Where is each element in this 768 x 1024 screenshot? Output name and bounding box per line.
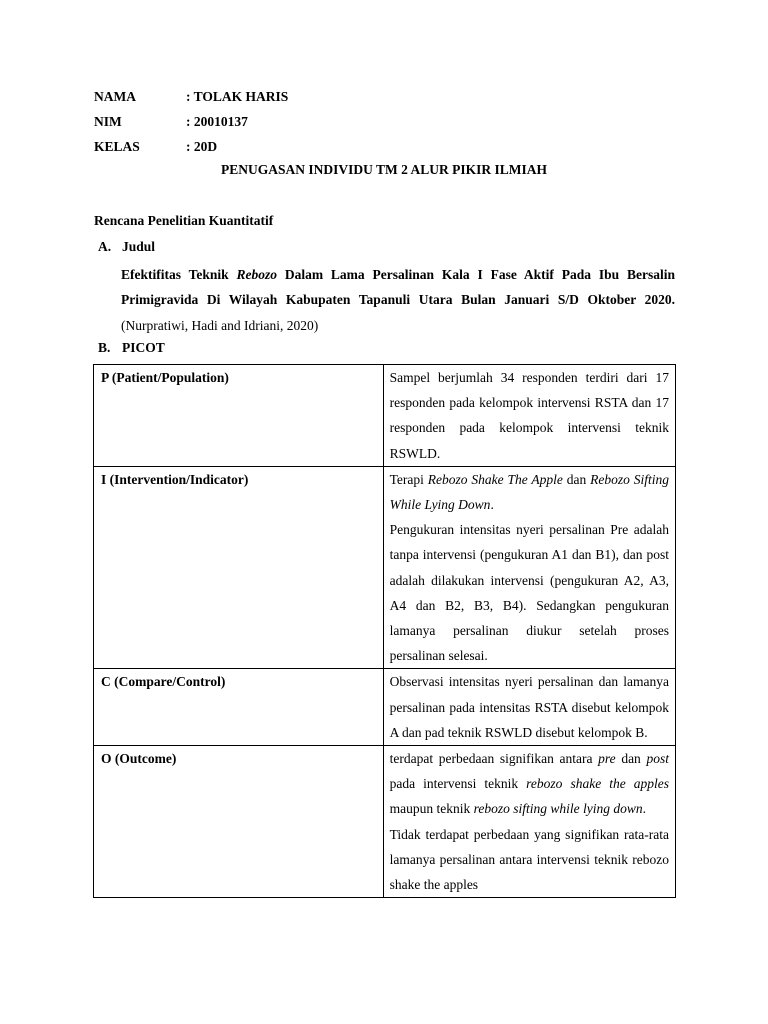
picot-o-text-c: dan (615, 751, 647, 767)
section-a-heading (98, 238, 155, 256)
nim-value: : 20010137 (186, 114, 248, 129)
kelas-label: KELAS (94, 139, 140, 154)
section-b-title: PICOT (122, 340, 165, 355)
picot-c-text: Observasi intensitas nyeri persalinan dan lamanya persalinan pada intensitas RSTA disebut kelompok A dan pad teknik RSWLD disebut kelompok B. (383, 669, 675, 746)
picot-row-p (94, 365, 676, 467)
picot-o-text-d: post (646, 751, 669, 767)
student-name-row (94, 88, 288, 106)
kelas-value: : 20D (186, 139, 218, 154)
research-title-paragraph (121, 262, 675, 338)
picot-table (93, 364, 676, 898)
picot-i-label: I (Intervention/Indicator) (94, 466, 384, 669)
picot-i-text-c: dan (562, 471, 591, 487)
picot-c-label: C (Compare/Control) (94, 669, 384, 746)
picot-i-cell (383, 466, 675, 669)
picot-i-text-e: . (490, 497, 494, 513)
research-title-part2: Dalam Lama Persalinan Kala I Fase Aktif Pada Ibu Bersalin Primigravida Di Wilayah Kabupaten Tapanuli Utara Bulan Januari S/D Oktober 2020. (121, 267, 675, 308)
section-a-title: Judul (122, 239, 156, 254)
plan-heading: Rencana Penelitian Kuantitatif (94, 213, 274, 228)
picot-o-text-g: maupun teknik (389, 801, 474, 817)
picot-i-text-b: Rebozo Shake The Apple (427, 471, 563, 487)
picot-o-text-h: rebozo sifting while lying down (473, 801, 643, 817)
name-value: : TOLAK HARIS (186, 89, 289, 104)
picot-p-text: Sampel berjumlah 34 responden terdiri dari 17 responden pada kelompok intervensi RSTA dan 17 responden pada kelompok intervensi teknik RSWLD. (383, 365, 675, 467)
picot-i-therapy (390, 467, 669, 517)
picot-o-text-b: pre (598, 751, 616, 767)
section-b-letter: B. (98, 340, 111, 355)
picot-o-finding-2: Tidak terdapat perbedaan yang signifikan rata-rata lamanya persalinan antara intervensi teknik rebozo shake the apples (389, 826, 669, 893)
picot-row-o (94, 746, 676, 898)
picot-o-cell (383, 746, 675, 898)
picot-o-text-e: pada intervensi teknik (389, 776, 527, 792)
nim-label: NIM (94, 114, 122, 129)
picot-i-measurement: Pengukuran intensitas nyeri persalinan Pre adalah tanpa intervensi (pengukuran A1 dan B1), dan post adalah dilakukan intervensi (pengukuran A2, A3, A4 dan B2, B3, B4). Sedangkan pengukuran lamanya persalinan diukur setelah proses persalinan selesai. (389, 522, 669, 664)
picot-row-c (94, 669, 676, 746)
research-title-italic: Rebozo (236, 267, 277, 282)
picot-i-text-d: Rebozo Sifting While Lying Down (389, 471, 669, 513)
section-a-letter: A. (98, 239, 112, 254)
picot-row-i (94, 466, 676, 669)
picot-p-label: P (Patient/Population) (94, 365, 384, 467)
document-title: PENUGASAN INDIVIDU TM 2 ALUR PIKIR ILMIAH (220, 162, 548, 177)
picot-o-text-a: terdapat perbedaan signifikan antara (389, 751, 599, 767)
name-label: NAMA (94, 89, 136, 104)
picot-o-text-f: rebozo shake the apples (526, 776, 669, 792)
research-title-part1: Efektifitas Teknik (121, 267, 237, 282)
research-citation: (Nurpratiwi, Hadi and Idriani, 2020) (121, 317, 319, 333)
section-b-heading (98, 339, 165, 357)
picot-o-text-i: . (642, 801, 646, 817)
picot-o-label: O (Outcome) (94, 746, 384, 898)
student-nim-row (94, 113, 248, 131)
student-kelas-row (94, 138, 217, 156)
picot-i-text-a: Terapi (389, 471, 428, 487)
picot-o-finding-1 (390, 746, 669, 822)
